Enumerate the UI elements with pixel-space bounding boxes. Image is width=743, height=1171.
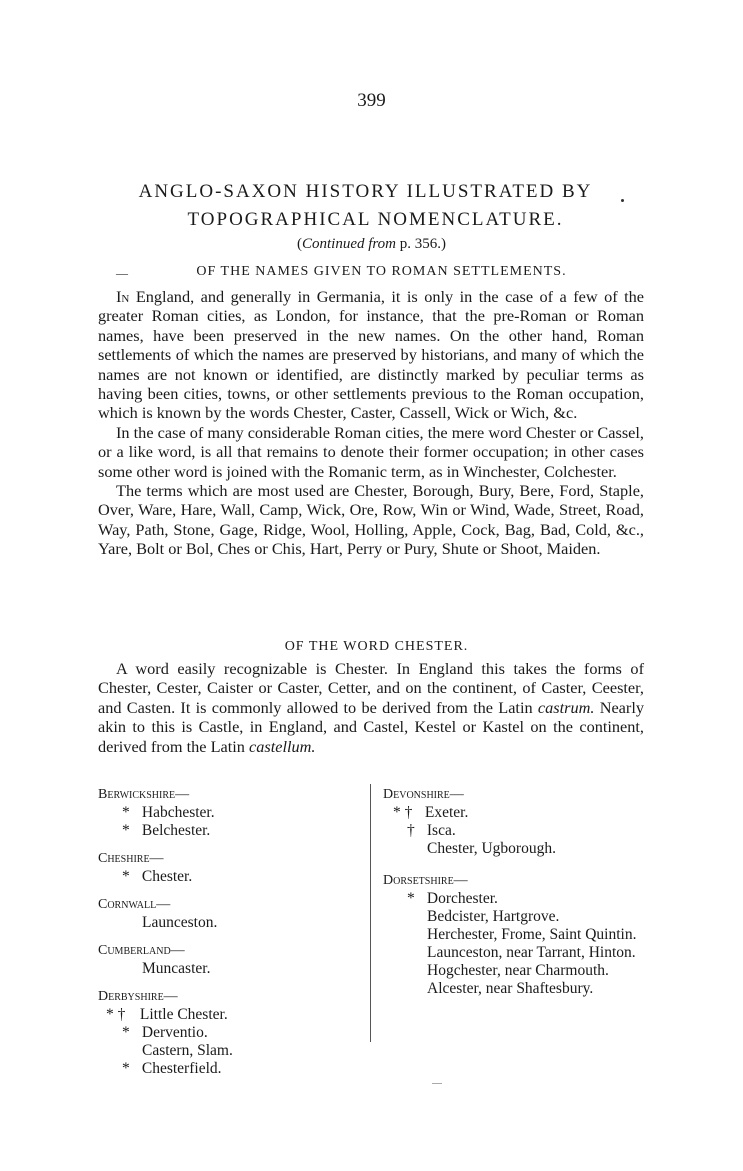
- continued-prefix: Continued from: [301, 236, 397, 252]
- section-heading-roman-settlements: OF THE NAMES GIVEN TO ROMAN SETTLEMENTS.: [196, 264, 567, 279]
- place-entry: * † Little Chester.: [106, 1006, 228, 1023]
- county-name: Devonshire—: [383, 787, 464, 802]
- county-name: Cornwall—: [98, 897, 171, 912]
- place-entry: Castern, Slam.: [142, 1042, 233, 1059]
- paragraph-lead: In: [116, 287, 130, 306]
- place-entry: * † Exeter.: [393, 804, 469, 821]
- county-group: [98, 786, 358, 840]
- continued-ref: p. 356.: [396, 236, 442, 252]
- county-group: [98, 988, 358, 1078]
- place-entry: Muncaster.: [142, 960, 211, 977]
- county-group: [98, 942, 358, 978]
- place-entry: Chester, Ugborough.: [427, 840, 556, 857]
- place-entry: Bedcister, Hartgrove.: [427, 908, 560, 925]
- column-divider: [370, 784, 371, 1042]
- county-list-left: [98, 786, 358, 1088]
- article-title-line-2: TOPOGRAPHICAL NOMENCLATURE.: [187, 209, 564, 230]
- paragraph: A word easily recognizable is Chester. In England this takes the forms of Chester, Cester, Caister or Caster, Cetter, and on the continent, of Caster, Ceester, and Casten. It is commonly allowed to be derived from the Latin castrum. Nearly akin to this is Castle, in England, and Castel, Kestel or Kastel on the continent, derived from the Latin castellum.: [98, 659, 644, 756]
- place-entry: * Dorchester.: [407, 890, 498, 907]
- place-entry: * Derventio.: [122, 1024, 208, 1041]
- section-roman-settlements-body: [98, 287, 644, 559]
- paragraph: The terms which are most used are Chester, Borough, Bury, Bere, Ford, Staple, Over, Ware, Hare, Wall, Camp, Wick, Ore, Row, Win or Wind, Wade, Street, Road, Way, Path, Stone, Gage, Ridge, Wool, Holling, Apple, Cock, Bag, Bad, Cold, &c., Yare, Bolt or Bol, Ches or Chis, Hart, Perry or Pury, Shute or Shoot, Maiden.: [98, 481, 644, 559]
- paragraph: In England, and generally in Germania, it is only in the case of a few of the greater Roman cities, as London, for instance, that the pre-Roman or Roman names, have been preserved in the new names. On the other hand, Roman settlements of which the names are preserved by historians, and many of which the names are not known or identified, are distinctly marked by peculiar terms as having been cities, towns, or other settlements previous to the Roman occupation, which is known by the words Chester, Caster, Cassell, Wick or Wich, &c.: [98, 287, 644, 423]
- continued-note: (Continued from p. 356.): [296, 236, 447, 252]
- place-entry: Launceston.: [142, 914, 218, 931]
- stray-mark: [432, 1083, 442, 1084]
- stray-mark: [621, 199, 624, 202]
- page-number: 399: [357, 90, 386, 111]
- section-heading-word-chester: OF THE WORD CHESTER.: [284, 639, 469, 654]
- county-name: Dorsetshire—: [383, 873, 468, 888]
- county-group: [383, 872, 653, 998]
- county-name: Berwickshire—: [98, 787, 190, 802]
- place-entry: Hogchester, near Charmouth.: [427, 962, 609, 979]
- place-entry: * Chesterfield.: [122, 1060, 222, 1077]
- place-entry: * Belchester.: [122, 822, 211, 839]
- county-list-right: [383, 786, 653, 1008]
- paragraph: In the case of many considerable Roman cities, the mere word Chester or Cassel, or a like word, is all that remains to denote their former occupation; in other cases some other word is joined with the Romanic term, as in Winchester, Colchester.: [98, 422, 644, 481]
- place-entry: * Habchester.: [122, 804, 215, 821]
- place-entry: † Isca.: [407, 822, 456, 839]
- section-dash: —: [116, 266, 128, 280]
- place-entry: * Chester.: [122, 868, 193, 885]
- county-name: Cumberland—: [98, 943, 185, 958]
- place-entry: Herchester, Frome, Saint Quintin.: [427, 926, 637, 943]
- article-title-line-1: ANGLO-SAXON HISTORY ILLUSTRATED BY: [138, 181, 593, 202]
- county-name: Derbyshire—: [98, 989, 178, 1004]
- county-group: [98, 896, 358, 932]
- place-entry: Launceston, near Tarrant, Hinton.: [427, 944, 636, 961]
- place-entry: Alcester, near Shaftesbury.: [427, 980, 594, 997]
- county-name: Cheshire—: [98, 851, 164, 866]
- county-group: [98, 850, 358, 886]
- section-word-chester-body: [98, 659, 644, 756]
- county-group: [383, 786, 653, 858]
